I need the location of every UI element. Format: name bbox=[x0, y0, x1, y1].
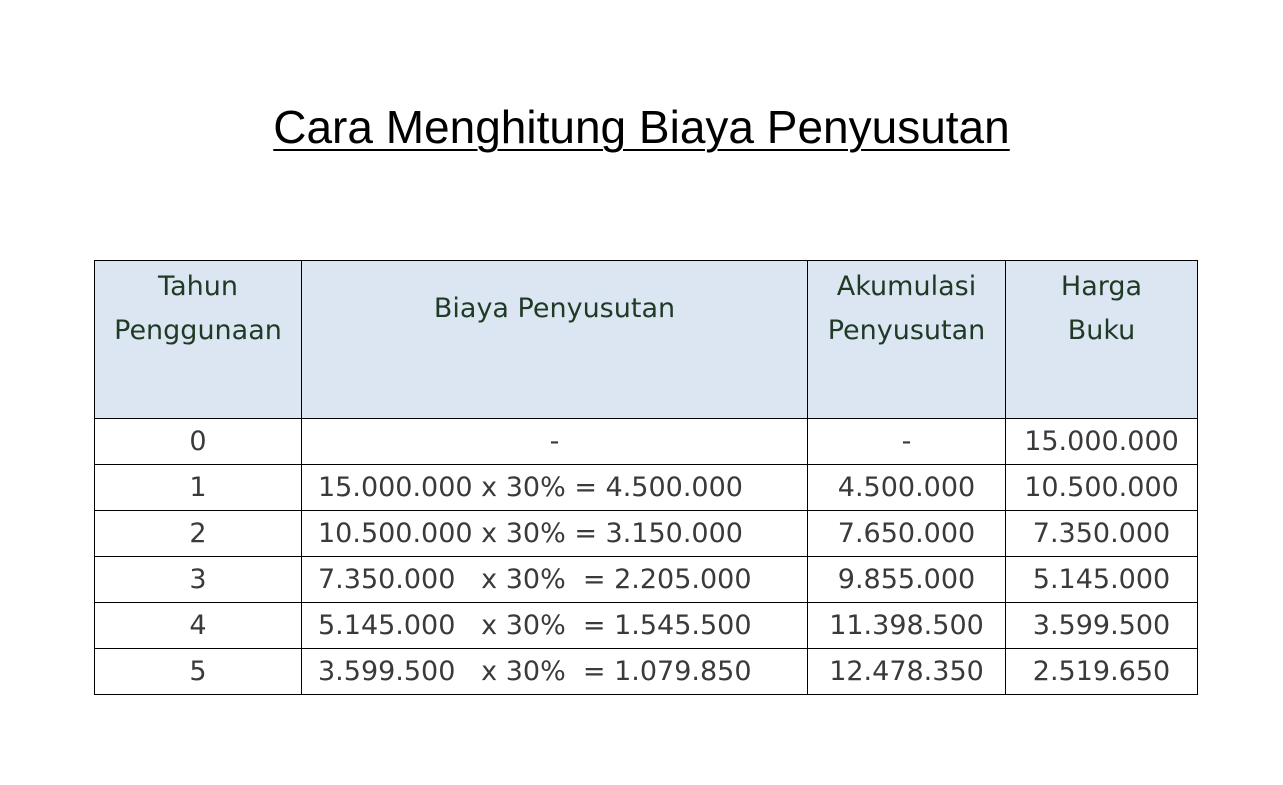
cell-tahun: 4 bbox=[95, 603, 302, 649]
cell-harga: 2.519.650 bbox=[1006, 649, 1198, 695]
cell-harga: 15.000.000 bbox=[1006, 419, 1198, 465]
cell-akumulasi: 11.398.500 bbox=[808, 603, 1006, 649]
table-row bbox=[95, 649, 1198, 695]
header-akumulasi-penyusutan bbox=[808, 261, 1006, 419]
header-harga-line-1: Harga bbox=[1060, 271, 1143, 302]
table-header-row bbox=[95, 261, 1198, 419]
cell-biaya: 3.599.500 x 30% = 1.079.850 bbox=[302, 649, 808, 695]
table-row bbox=[95, 419, 1198, 465]
cell-akumulasi: - bbox=[808, 419, 1006, 465]
header-akumulasi-line-1: Akumulasi bbox=[836, 271, 977, 302]
cell-harga: 5.145.000 bbox=[1006, 557, 1198, 603]
cell-tahun: 0 bbox=[95, 419, 302, 465]
cell-tahun: 2 bbox=[95, 511, 302, 557]
header-akumulasi-line-2: Penyusutan bbox=[827, 315, 986, 346]
cell-harga: 10.500.000 bbox=[1006, 465, 1198, 511]
header-harga-buku bbox=[1006, 261, 1198, 419]
cell-biaya: - bbox=[302, 419, 808, 465]
header-harga-line-2: Buku bbox=[1067, 315, 1136, 346]
cell-tahun: 5 bbox=[95, 649, 302, 695]
header-tahun-penggunaan bbox=[95, 261, 302, 419]
cell-tahun: 1 bbox=[95, 465, 302, 511]
header-tahun-line-1: Tahun bbox=[158, 271, 238, 302]
cell-akumulasi: 7.650.000 bbox=[808, 511, 1006, 557]
cell-akumulasi: 9.855.000 bbox=[808, 557, 1006, 603]
header-biaya-penyusutan bbox=[302, 261, 808, 419]
table-row bbox=[95, 603, 1198, 649]
header-tahun-line-2: Penggunaan bbox=[114, 315, 282, 346]
cell-biaya: 10.500.000 x 30% = 3.150.000 bbox=[302, 511, 808, 557]
depreciation-table bbox=[94, 260, 1198, 695]
cell-tahun: 3 bbox=[95, 557, 302, 603]
cell-biaya: 7.350.000 x 30% = 2.205.000 bbox=[302, 557, 808, 603]
cell-akumulasi: 4.500.000 bbox=[808, 465, 1006, 511]
cell-biaya: 5.145.000 x 30% = 1.545.500 bbox=[302, 603, 808, 649]
header-biaya-label: Biaya Penyusutan bbox=[433, 293, 676, 324]
cell-harga: 3.599.500 bbox=[1006, 603, 1198, 649]
cell-harga: 7.350.000 bbox=[1006, 511, 1198, 557]
cell-akumulasi: 12.478.350 bbox=[808, 649, 1006, 695]
cell-biaya: 15.000.000 x 30% = 4.500.000 bbox=[302, 465, 808, 511]
table-row bbox=[95, 465, 1198, 511]
table-row bbox=[95, 557, 1198, 603]
table-row bbox=[95, 511, 1198, 557]
page-title: Cara Menghitung Biaya Penyusutan bbox=[273, 101, 1010, 153]
